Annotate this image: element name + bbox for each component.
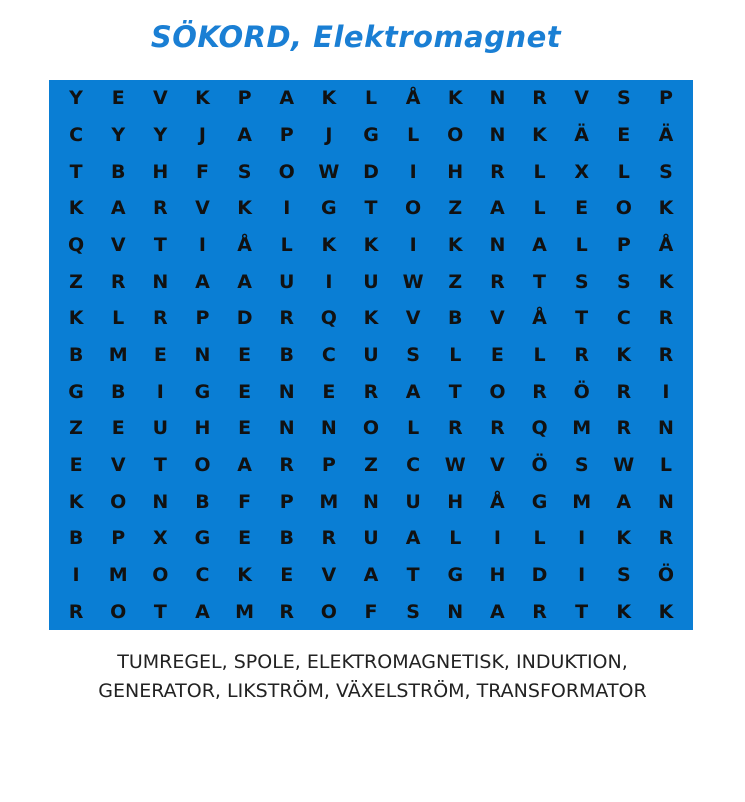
grid-cell[interactable]: L xyxy=(407,417,420,440)
grid-cell[interactable]: T xyxy=(406,563,420,586)
grid-cell[interactable]: L xyxy=(617,160,630,183)
grid-cell[interactable]: O xyxy=(405,197,422,220)
grid-cell[interactable]: N xyxy=(489,233,506,256)
grid-cell[interactable]: R xyxy=(447,417,463,440)
grid-cell[interactable]: K xyxy=(237,197,252,220)
grid-cell[interactable]: A xyxy=(490,600,505,623)
grid-cell[interactable]: R xyxy=(532,600,547,623)
grid-cell[interactable]: Z xyxy=(69,270,83,293)
grid-cell[interactable]: U xyxy=(152,417,169,440)
grid-cell[interactable]: S xyxy=(616,270,631,293)
grid-cell[interactable]: V xyxy=(110,453,126,476)
grid-cell[interactable]: B xyxy=(110,160,126,183)
grid-cell[interactable]: Q xyxy=(320,307,337,330)
grid-cell[interactable]: O xyxy=(615,197,632,220)
grid-cell[interactable]: I xyxy=(409,160,417,183)
grid-cell[interactable]: A xyxy=(616,490,632,513)
grid-cell[interactable]: K xyxy=(658,270,674,293)
grid-cell[interactable]: O xyxy=(110,490,127,513)
grid-cell[interactable]: E xyxy=(238,343,252,366)
grid-cell[interactable]: R xyxy=(321,527,337,550)
grid-cell[interactable]: L xyxy=(280,233,293,256)
grid-cell[interactable]: R xyxy=(616,380,632,403)
grid-cell[interactable]: I xyxy=(493,527,501,550)
grid-cell[interactable]: K xyxy=(447,87,463,110)
grid-cell[interactable]: B xyxy=(195,490,210,513)
grid-cell[interactable]: V xyxy=(490,453,505,476)
grid-cell[interactable]: V xyxy=(152,87,168,110)
grid-cell[interactable]: U xyxy=(363,270,379,293)
grid-cell[interactable]: K xyxy=(237,563,252,586)
grid-cell[interactable]: R xyxy=(490,417,505,440)
grid-cell[interactable]: K xyxy=(363,233,379,256)
grid-cell[interactable]: N xyxy=(278,380,295,403)
grid-cell[interactable]: F xyxy=(364,600,378,623)
grid-cell[interactable]: Å xyxy=(658,233,674,256)
grid-cell[interactable]: W xyxy=(613,453,635,476)
grid-cell[interactable]: T xyxy=(575,307,589,330)
grid-cell[interactable]: N xyxy=(657,417,674,440)
grid-cell[interactable]: C xyxy=(321,343,336,366)
grid-cell[interactable]: T xyxy=(533,270,546,293)
grid-cell[interactable]: G xyxy=(363,123,379,146)
grid-cell[interactable]: Z xyxy=(69,417,83,440)
grid-cell[interactable]: C xyxy=(69,123,84,146)
grid-cell[interactable]: B xyxy=(279,527,294,550)
grid-cell[interactable]: R xyxy=(490,270,505,293)
grid-cell[interactable]: K xyxy=(658,600,674,623)
grid-cell[interactable]: L xyxy=(533,160,546,183)
grid-cell[interactable]: W xyxy=(444,453,466,476)
grid-cell[interactable]: N xyxy=(194,343,211,366)
grid-cell[interactable]: A xyxy=(195,270,210,293)
grid-cell[interactable]: X xyxy=(574,160,589,183)
letter-grid xyxy=(49,80,693,630)
grid-cell[interactable]: N xyxy=(320,417,337,440)
grid-cell[interactable]: B xyxy=(279,343,294,366)
grid-cell[interactable]: K xyxy=(658,197,674,220)
grid-cell[interactable]: M xyxy=(319,490,339,513)
word-list-line-2: GENERATOR, LIKSTRÖM, VÄXELSTRÖM, TRANSFORMATOR xyxy=(98,680,647,702)
grid-cell[interactable]: I xyxy=(198,233,206,256)
grid-cell[interactable]: P xyxy=(616,233,631,256)
grid-cell[interactable]: K xyxy=(321,87,337,110)
grid-cell[interactable]: L xyxy=(575,233,588,256)
grid-cell[interactable]: K xyxy=(447,233,463,256)
grid-cell[interactable]: B xyxy=(110,380,126,403)
grid-cell[interactable]: O xyxy=(447,123,464,146)
grid-cell[interactable]: D xyxy=(531,563,548,586)
word-list-line-1: TUMREGEL, SPOLE, ELEKTROMAGNETISK, INDUKTION, xyxy=(117,651,628,673)
grid-cell[interactable]: K xyxy=(195,87,210,110)
grid-cell[interactable]: P xyxy=(279,490,294,513)
grid-cell[interactable]: A xyxy=(195,600,210,623)
grid-cell[interactable]: A xyxy=(237,123,252,146)
grid-cell[interactable]: U xyxy=(405,490,421,513)
grid-cell[interactable]: S xyxy=(406,600,420,623)
grid-cell[interactable]: P xyxy=(237,87,252,110)
grid-cell[interactable]: H xyxy=(152,160,169,183)
grid-cell[interactable]: R xyxy=(658,343,674,366)
grid-cell[interactable]: R xyxy=(279,307,295,330)
grid-cell[interactable]: R xyxy=(68,600,84,623)
grid-cell[interactable]: Q xyxy=(531,417,548,440)
grid-cell[interactable]: E xyxy=(111,87,125,110)
grid-cell[interactable]: O xyxy=(110,600,127,623)
grid-cell[interactable]: C xyxy=(616,307,631,330)
grid-cell[interactable]: N xyxy=(489,123,506,146)
grid-cell[interactable]: E xyxy=(617,123,631,146)
grid-cell[interactable]: I xyxy=(156,380,164,403)
grid-cell[interactable]: T xyxy=(364,197,378,220)
grid-cell[interactable]: G xyxy=(68,380,84,403)
grid-cell[interactable]: L xyxy=(533,343,546,366)
grid-cell[interactable]: R xyxy=(153,197,168,220)
word-list xyxy=(0,648,745,706)
grid-cell[interactable]: L xyxy=(449,343,462,366)
grid-cell[interactable]: O xyxy=(362,417,380,440)
grid-cell[interactable]: I xyxy=(409,233,417,256)
grid-cell[interactable]: L xyxy=(112,307,125,330)
grid-cell[interactable]: R xyxy=(279,453,295,476)
grid-cell[interactable]: A xyxy=(490,197,505,220)
grid-cell[interactable]: T xyxy=(575,600,589,623)
grid-cell[interactable]: K xyxy=(532,123,547,146)
grid-cell[interactable]: A xyxy=(532,233,547,256)
grid-cell[interactable]: X xyxy=(153,527,168,550)
grid-cell[interactable]: V xyxy=(110,233,126,256)
grid-cell[interactable]: R xyxy=(658,307,674,330)
grid-cell[interactable]: Q xyxy=(67,233,85,256)
grid-cell[interactable]: Å xyxy=(490,490,505,513)
grid-cell[interactable]: E xyxy=(69,453,83,476)
grid-cell[interactable]: M xyxy=(108,563,128,586)
grid-cell[interactable]: R xyxy=(153,307,168,330)
grid-cell[interactable]: V xyxy=(195,197,210,220)
grid-cell[interactable]: Ö xyxy=(573,380,590,403)
grid-cell[interactable]: K xyxy=(616,600,632,623)
grid-cell[interactable]: A xyxy=(237,270,252,293)
grid-cell[interactable]: P xyxy=(658,87,673,110)
grid-cell[interactable]: L xyxy=(533,527,546,550)
grid-cell[interactable]: K xyxy=(616,343,632,366)
grid-cell[interactable]: N xyxy=(447,600,464,623)
grid-cell[interactable]: D xyxy=(236,307,253,330)
grid-cell[interactable]: U xyxy=(279,270,295,293)
grid-cell[interactable]: K xyxy=(363,307,379,330)
grid-cell[interactable]: O xyxy=(320,600,337,623)
grid-cell[interactable]: A xyxy=(405,527,421,550)
grid-cell[interactable]: U xyxy=(363,343,379,366)
grid-cell[interactable]: O xyxy=(278,160,295,183)
grid-cell[interactable]: M xyxy=(572,490,592,513)
grid-cell[interactable]: Z xyxy=(364,453,378,476)
grid-cell[interactable]: H xyxy=(194,417,211,440)
grid-cell[interactable]: V xyxy=(405,307,421,330)
grid-cell[interactable]: K xyxy=(68,197,84,220)
grid-cell[interactable]: M xyxy=(235,600,255,623)
grid-cell[interactable]: A xyxy=(363,563,379,586)
grid-cell[interactable]: E xyxy=(490,343,504,366)
grid-cell[interactable]: Ä xyxy=(658,123,674,146)
grid-cell[interactable]: C xyxy=(406,453,421,476)
grid-cell[interactable]: V xyxy=(490,307,505,330)
grid-cell[interactable]: I xyxy=(325,270,333,293)
grid-cell[interactable]: T xyxy=(448,380,462,403)
grid-cell[interactable]: E xyxy=(575,197,589,220)
grid-cell[interactable]: B xyxy=(448,307,463,330)
grid-cell[interactable]: R xyxy=(532,87,547,110)
grid-cell[interactable]: O xyxy=(152,563,169,586)
grid-cell[interactable]: T xyxy=(153,453,167,476)
grid-cell[interactable]: I xyxy=(72,563,80,586)
grid-cell[interactable]: L xyxy=(364,87,378,110)
grid-cell[interactable]: Å xyxy=(405,87,421,110)
grid-cell[interactable]: T xyxy=(153,600,167,623)
grid-cell[interactable]: I xyxy=(578,527,586,550)
grid-cell[interactable]: R xyxy=(658,527,674,550)
grid-cell[interactable]: S xyxy=(616,87,631,110)
grid-cell[interactable]: H xyxy=(489,563,506,586)
grid-cell[interactable]: K xyxy=(68,490,84,513)
grid-cell[interactable]: Ö xyxy=(531,453,548,476)
grid-cell[interactable]: R xyxy=(574,343,589,366)
grid-cell[interactable]: R xyxy=(110,270,126,293)
grid-cell[interactable]: D xyxy=(363,160,379,183)
grid-cell[interactable]: I xyxy=(578,563,586,586)
grid-cell[interactable]: P xyxy=(321,453,336,476)
grid-cell[interactable]: M xyxy=(572,417,592,440)
grid-cell[interactable]: J xyxy=(325,123,333,146)
grid-cell[interactable]: I xyxy=(283,197,291,220)
grid-cell[interactable]: H xyxy=(447,160,464,183)
grid-cell[interactable]: N xyxy=(152,270,169,293)
grid-cell[interactable]: R xyxy=(490,160,505,183)
grid-cell[interactable]: E xyxy=(238,527,252,550)
grid-cell[interactable]: Å xyxy=(237,233,252,256)
grid-cell[interactable]: Y xyxy=(153,123,168,146)
grid-cell[interactable]: R xyxy=(363,380,379,403)
grid-cell[interactable]: C xyxy=(195,563,210,586)
grid-cell[interactable]: W xyxy=(402,270,424,293)
grid-cell[interactable]: A xyxy=(279,87,295,110)
grid-cell[interactable]: Å xyxy=(532,307,547,330)
grid-cell[interactable]: A xyxy=(110,197,126,220)
grid-cell[interactable]: G xyxy=(447,563,464,586)
grid-cell[interactable]: L xyxy=(533,197,546,220)
grid-cell[interactable]: N xyxy=(363,490,379,513)
grid-cell[interactable]: L xyxy=(407,123,420,146)
grid-cell[interactable]: E xyxy=(238,380,252,403)
grid-cell[interactable]: S xyxy=(659,160,673,183)
grid-cell[interactable]: F xyxy=(195,160,209,183)
grid-cell[interactable]: M xyxy=(108,343,128,366)
grid-cell[interactable]: Ö xyxy=(657,563,674,586)
grid-cell[interactable]: B xyxy=(68,343,84,366)
grid-cell[interactable]: R xyxy=(532,380,547,403)
grid-cell[interactable]: E xyxy=(153,343,167,366)
grid-cell[interactable]: K xyxy=(68,307,84,330)
grid-cell[interactable]: R xyxy=(279,600,295,623)
grid-cell[interactable]: R xyxy=(616,417,632,440)
grid-cell[interactable]: E xyxy=(238,417,252,440)
grid-cell[interactable]: S xyxy=(406,343,420,366)
grid-cell[interactable]: S xyxy=(574,453,589,476)
grid-cell[interactable]: G xyxy=(194,527,211,550)
grid-cell[interactable]: A xyxy=(405,380,421,403)
grid-cell[interactable]: P xyxy=(279,123,294,146)
grid-cell[interactable]: V xyxy=(574,87,590,110)
grid-cell[interactable]: O xyxy=(194,453,211,476)
grid-cell[interactable]: S xyxy=(237,160,252,183)
grid-cell[interactable]: E xyxy=(280,563,294,586)
grid-cell[interactable]: I xyxy=(662,380,670,403)
grid-cell[interactable]: J xyxy=(198,123,206,146)
grid-cell[interactable]: E xyxy=(111,417,125,440)
grid-cell[interactable]: U xyxy=(363,527,379,550)
grid-cell[interactable]: G xyxy=(531,490,548,513)
grid-cell[interactable]: V xyxy=(321,563,337,586)
grid-cell[interactable]: Z xyxy=(448,270,463,293)
grid-cell[interactable]: N xyxy=(278,417,295,440)
grid-cell[interactable]: Z xyxy=(448,197,463,220)
grid-cell[interactable]: Ä xyxy=(574,123,590,146)
grid-cell[interactable]: P xyxy=(195,307,210,330)
grid-cell[interactable]: F xyxy=(238,490,252,513)
grid-cell[interactable]: T xyxy=(153,233,167,256)
grid-cell[interactable]: A xyxy=(237,453,252,476)
grid-cell[interactable]: T xyxy=(69,160,83,183)
grid-cell[interactable]: L xyxy=(659,453,672,476)
grid-cell[interactable]: G xyxy=(321,197,337,220)
grid-cell[interactable]: Y xyxy=(69,87,83,110)
grid-cell[interactable]: K xyxy=(321,233,337,256)
grid-cell[interactable]: W xyxy=(318,160,340,183)
grid-cell[interactable]: N xyxy=(657,490,674,513)
grid-cell[interactable]: K xyxy=(616,527,632,550)
puzzle-title: SÖKORD, Elektromagnet xyxy=(150,20,562,54)
grid-cell[interactable]: B xyxy=(68,527,84,550)
grid-cell[interactable]: Y xyxy=(111,123,126,146)
grid-cell[interactable]: E xyxy=(322,380,336,403)
grid-cell[interactable]: S xyxy=(616,563,631,586)
grid-cell[interactable]: N xyxy=(489,87,506,110)
grid-cell[interactable]: O xyxy=(489,380,506,403)
grid-cell[interactable]: G xyxy=(194,380,211,403)
grid-cell[interactable]: H xyxy=(447,490,464,513)
grid-cell[interactable]: N xyxy=(152,490,169,513)
grid-cell[interactable]: L xyxy=(449,527,462,550)
grid-cell[interactable]: P xyxy=(111,527,126,550)
grid-cell[interactable]: S xyxy=(574,270,589,293)
